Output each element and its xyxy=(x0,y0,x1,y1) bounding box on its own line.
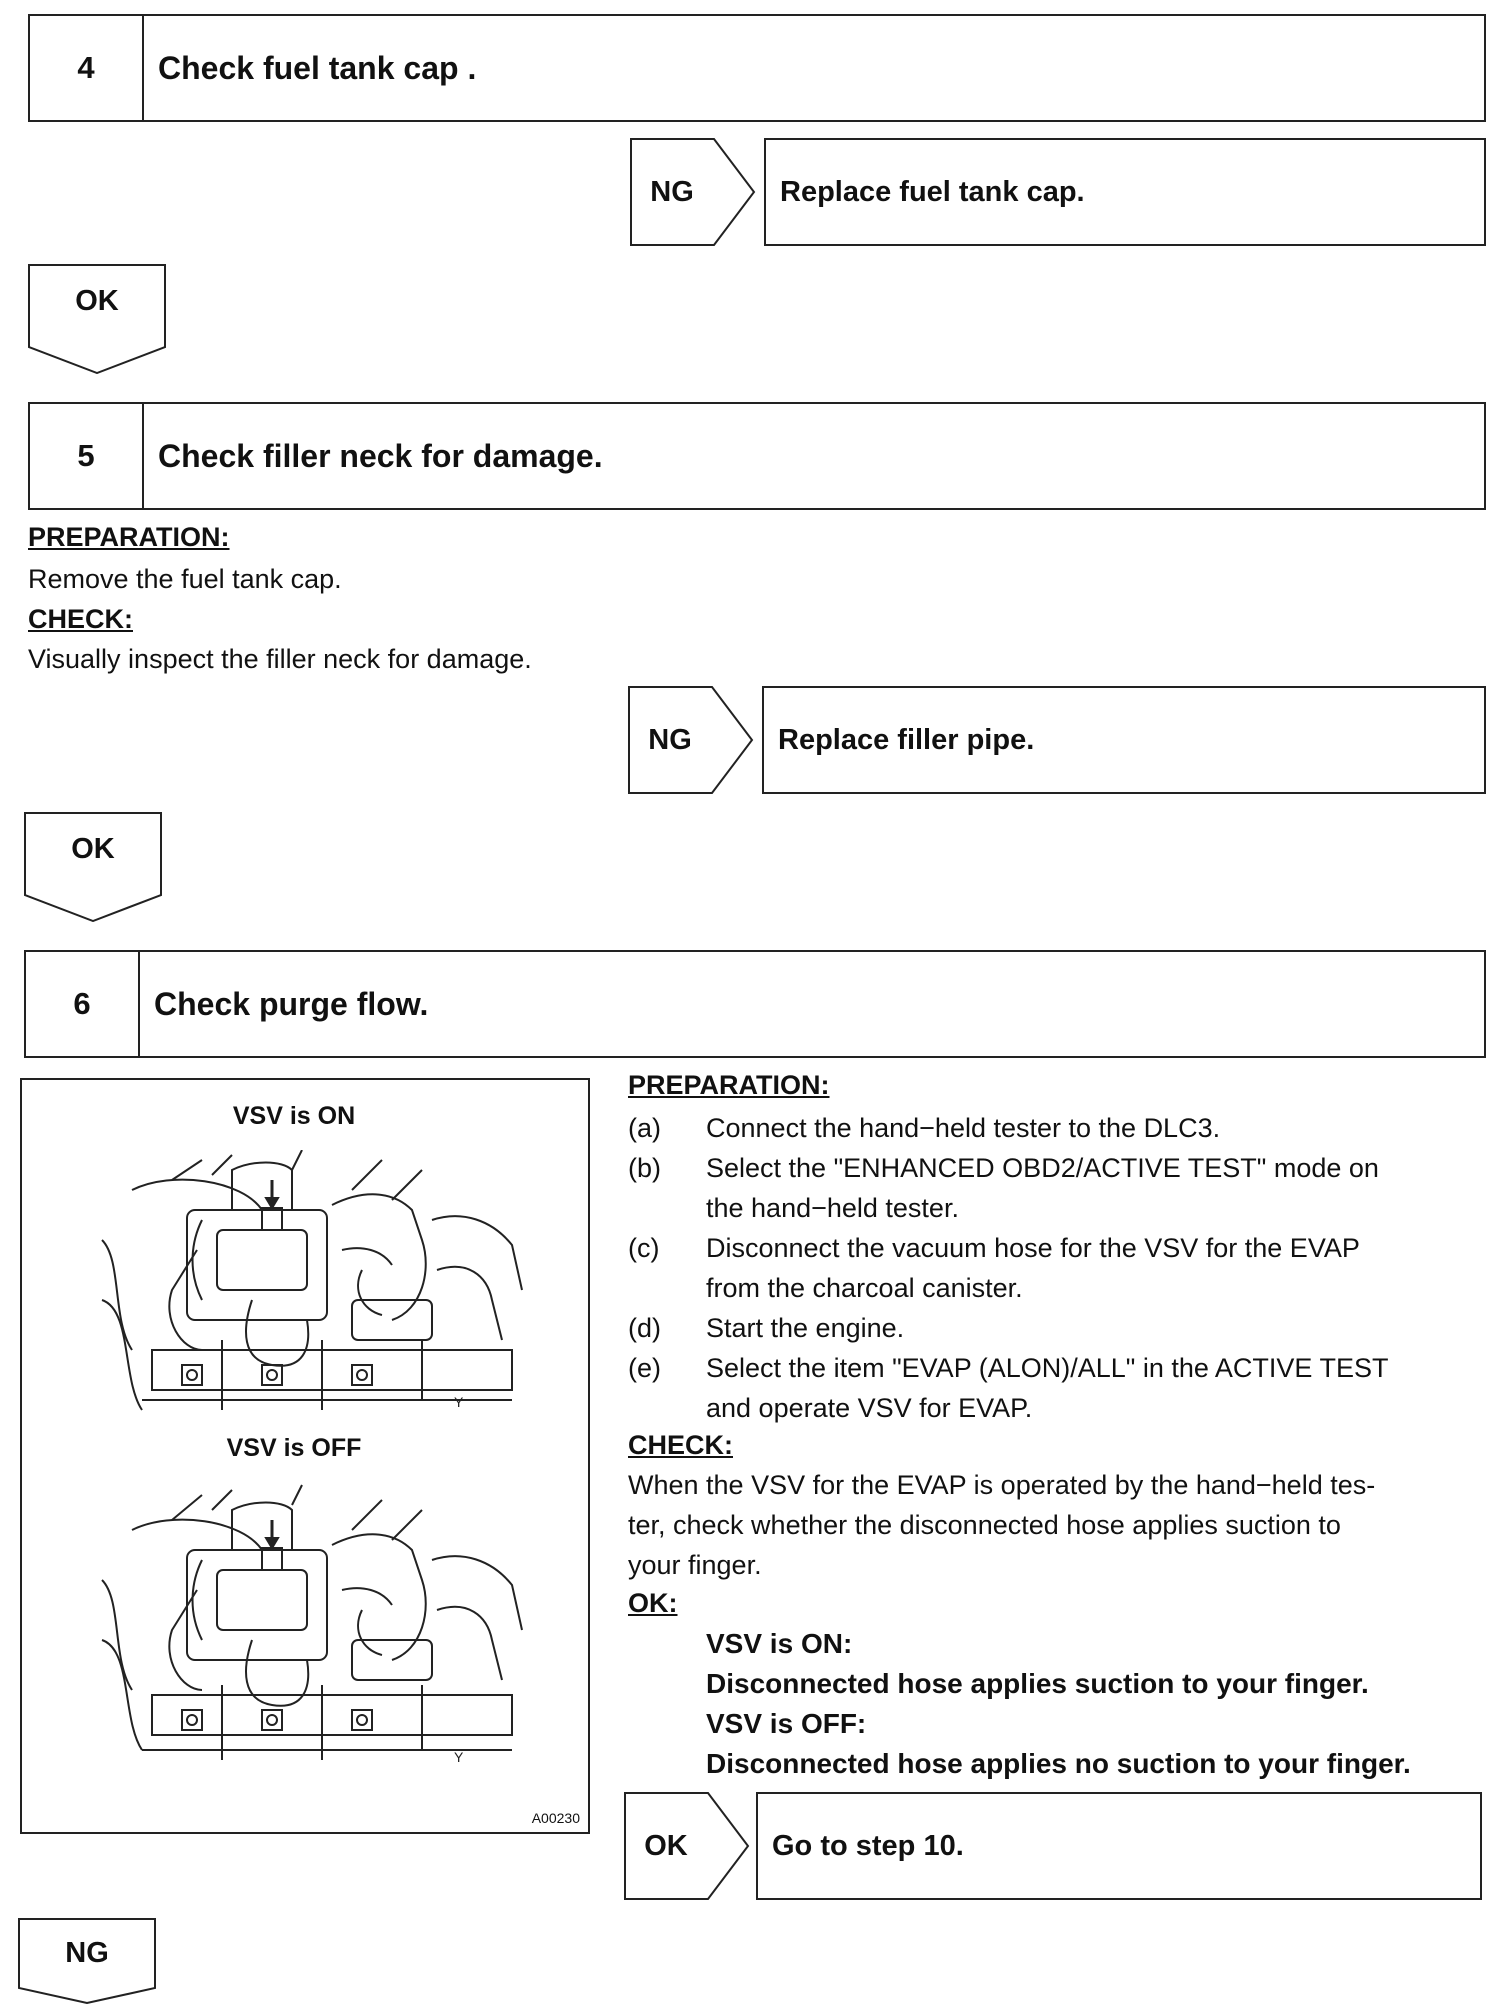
ok-line: Disconnected hose applies suction to your finger. xyxy=(706,1668,1369,1699)
ng-label: NG xyxy=(650,175,694,208)
ng-label: NG xyxy=(65,1936,109,1969)
list-text: the hand−held tester. xyxy=(706,1193,959,1223)
step-4-header xyxy=(28,14,1486,122)
check-line: When the VSV for the EVAP is operated by the hand−held tes- xyxy=(628,1470,1376,1500)
preparation-text: Remove the fuel tank cap. xyxy=(28,564,342,594)
engine-diagram-off xyxy=(92,1480,532,1780)
step-6-ok-result: Go to step 10. xyxy=(756,1792,1482,1900)
check-text: Visually inspect the filler neck for damage. xyxy=(28,644,532,674)
ok-label: OK xyxy=(75,284,119,317)
list-key: (d) xyxy=(628,1313,661,1343)
step-4-ng-arrow xyxy=(630,138,758,246)
list-text: Select the item "EVAP (ALON)/ALL" in the ACTIVE TEST xyxy=(706,1353,1389,1383)
ok-line: Disconnected hose applies no suction to your finger. xyxy=(706,1748,1411,1779)
step-4-ng-result: Replace fuel tank cap. xyxy=(764,138,1486,246)
vsv-illustration xyxy=(20,1078,590,1834)
list-text: from the charcoal canister. xyxy=(706,1273,1023,1303)
ng-label: NG xyxy=(648,723,692,756)
list-text: Start the engine. xyxy=(706,1313,905,1343)
step-5-ng-result: Replace filler pipe. xyxy=(762,686,1486,794)
step-5-ok-arrow xyxy=(24,812,162,922)
ok-line: VSV is ON: xyxy=(706,1628,853,1659)
step-title: Check fuel tank cap . xyxy=(158,49,477,86)
list-text: Disconnect the vacuum hose for the VSV for the EVAP xyxy=(706,1233,1360,1263)
ok-label: OK xyxy=(644,1829,688,1862)
step-5-ng-arrow xyxy=(628,686,756,794)
step-6-header xyxy=(24,950,1486,1058)
diagram-label-y: Y xyxy=(454,1394,464,1410)
step-title: Check filler neck for damage. xyxy=(158,437,603,474)
check-heading: CHECK: xyxy=(628,1430,733,1460)
step-number: 4 xyxy=(30,16,144,120)
step-6-ok-arrow xyxy=(624,1792,752,1900)
figure-caption-on: VSV is ON xyxy=(232,1102,356,1130)
figure-caption-off: VSV is OFF xyxy=(226,1434,362,1462)
list-text: Select the "ENHANCED OBD2/ACTIVE TEST" mode on xyxy=(706,1153,1379,1183)
step-title: Check purge flow. xyxy=(154,985,429,1022)
ok-heading: OK: xyxy=(628,1588,678,1618)
step-number: 6 xyxy=(26,952,140,1056)
check-heading: CHECK: xyxy=(28,604,133,634)
list-key: (e) xyxy=(628,1353,661,1383)
list-key: (c) xyxy=(628,1233,660,1263)
step-number: 5 xyxy=(30,404,144,508)
check-line: your finger. xyxy=(628,1550,762,1580)
list-text: Connect the hand−held tester to the DLC3. xyxy=(706,1113,1221,1143)
preparation-heading: PREPARATION: xyxy=(28,522,230,552)
preparation-heading: PREPARATION: xyxy=(628,1070,830,1100)
step-4-ok-arrow xyxy=(28,264,166,374)
check-line: ter, check whether the disconnected hose applies suction to xyxy=(628,1510,1341,1540)
figure-code: A00230 xyxy=(531,1810,580,1826)
list-text: and operate VSV for EVAP. xyxy=(706,1393,1033,1423)
step-6-ng-arrow xyxy=(18,1918,156,2004)
ok-label: OK xyxy=(71,832,115,865)
step-5-header xyxy=(28,402,1486,510)
ok-line: VSV is OFF: xyxy=(706,1708,867,1739)
diagram-label-y: Y xyxy=(454,1749,464,1765)
engine-diagram-on xyxy=(92,1150,532,1420)
list-key: (a) xyxy=(628,1113,661,1143)
list-key: (b) xyxy=(628,1153,661,1183)
